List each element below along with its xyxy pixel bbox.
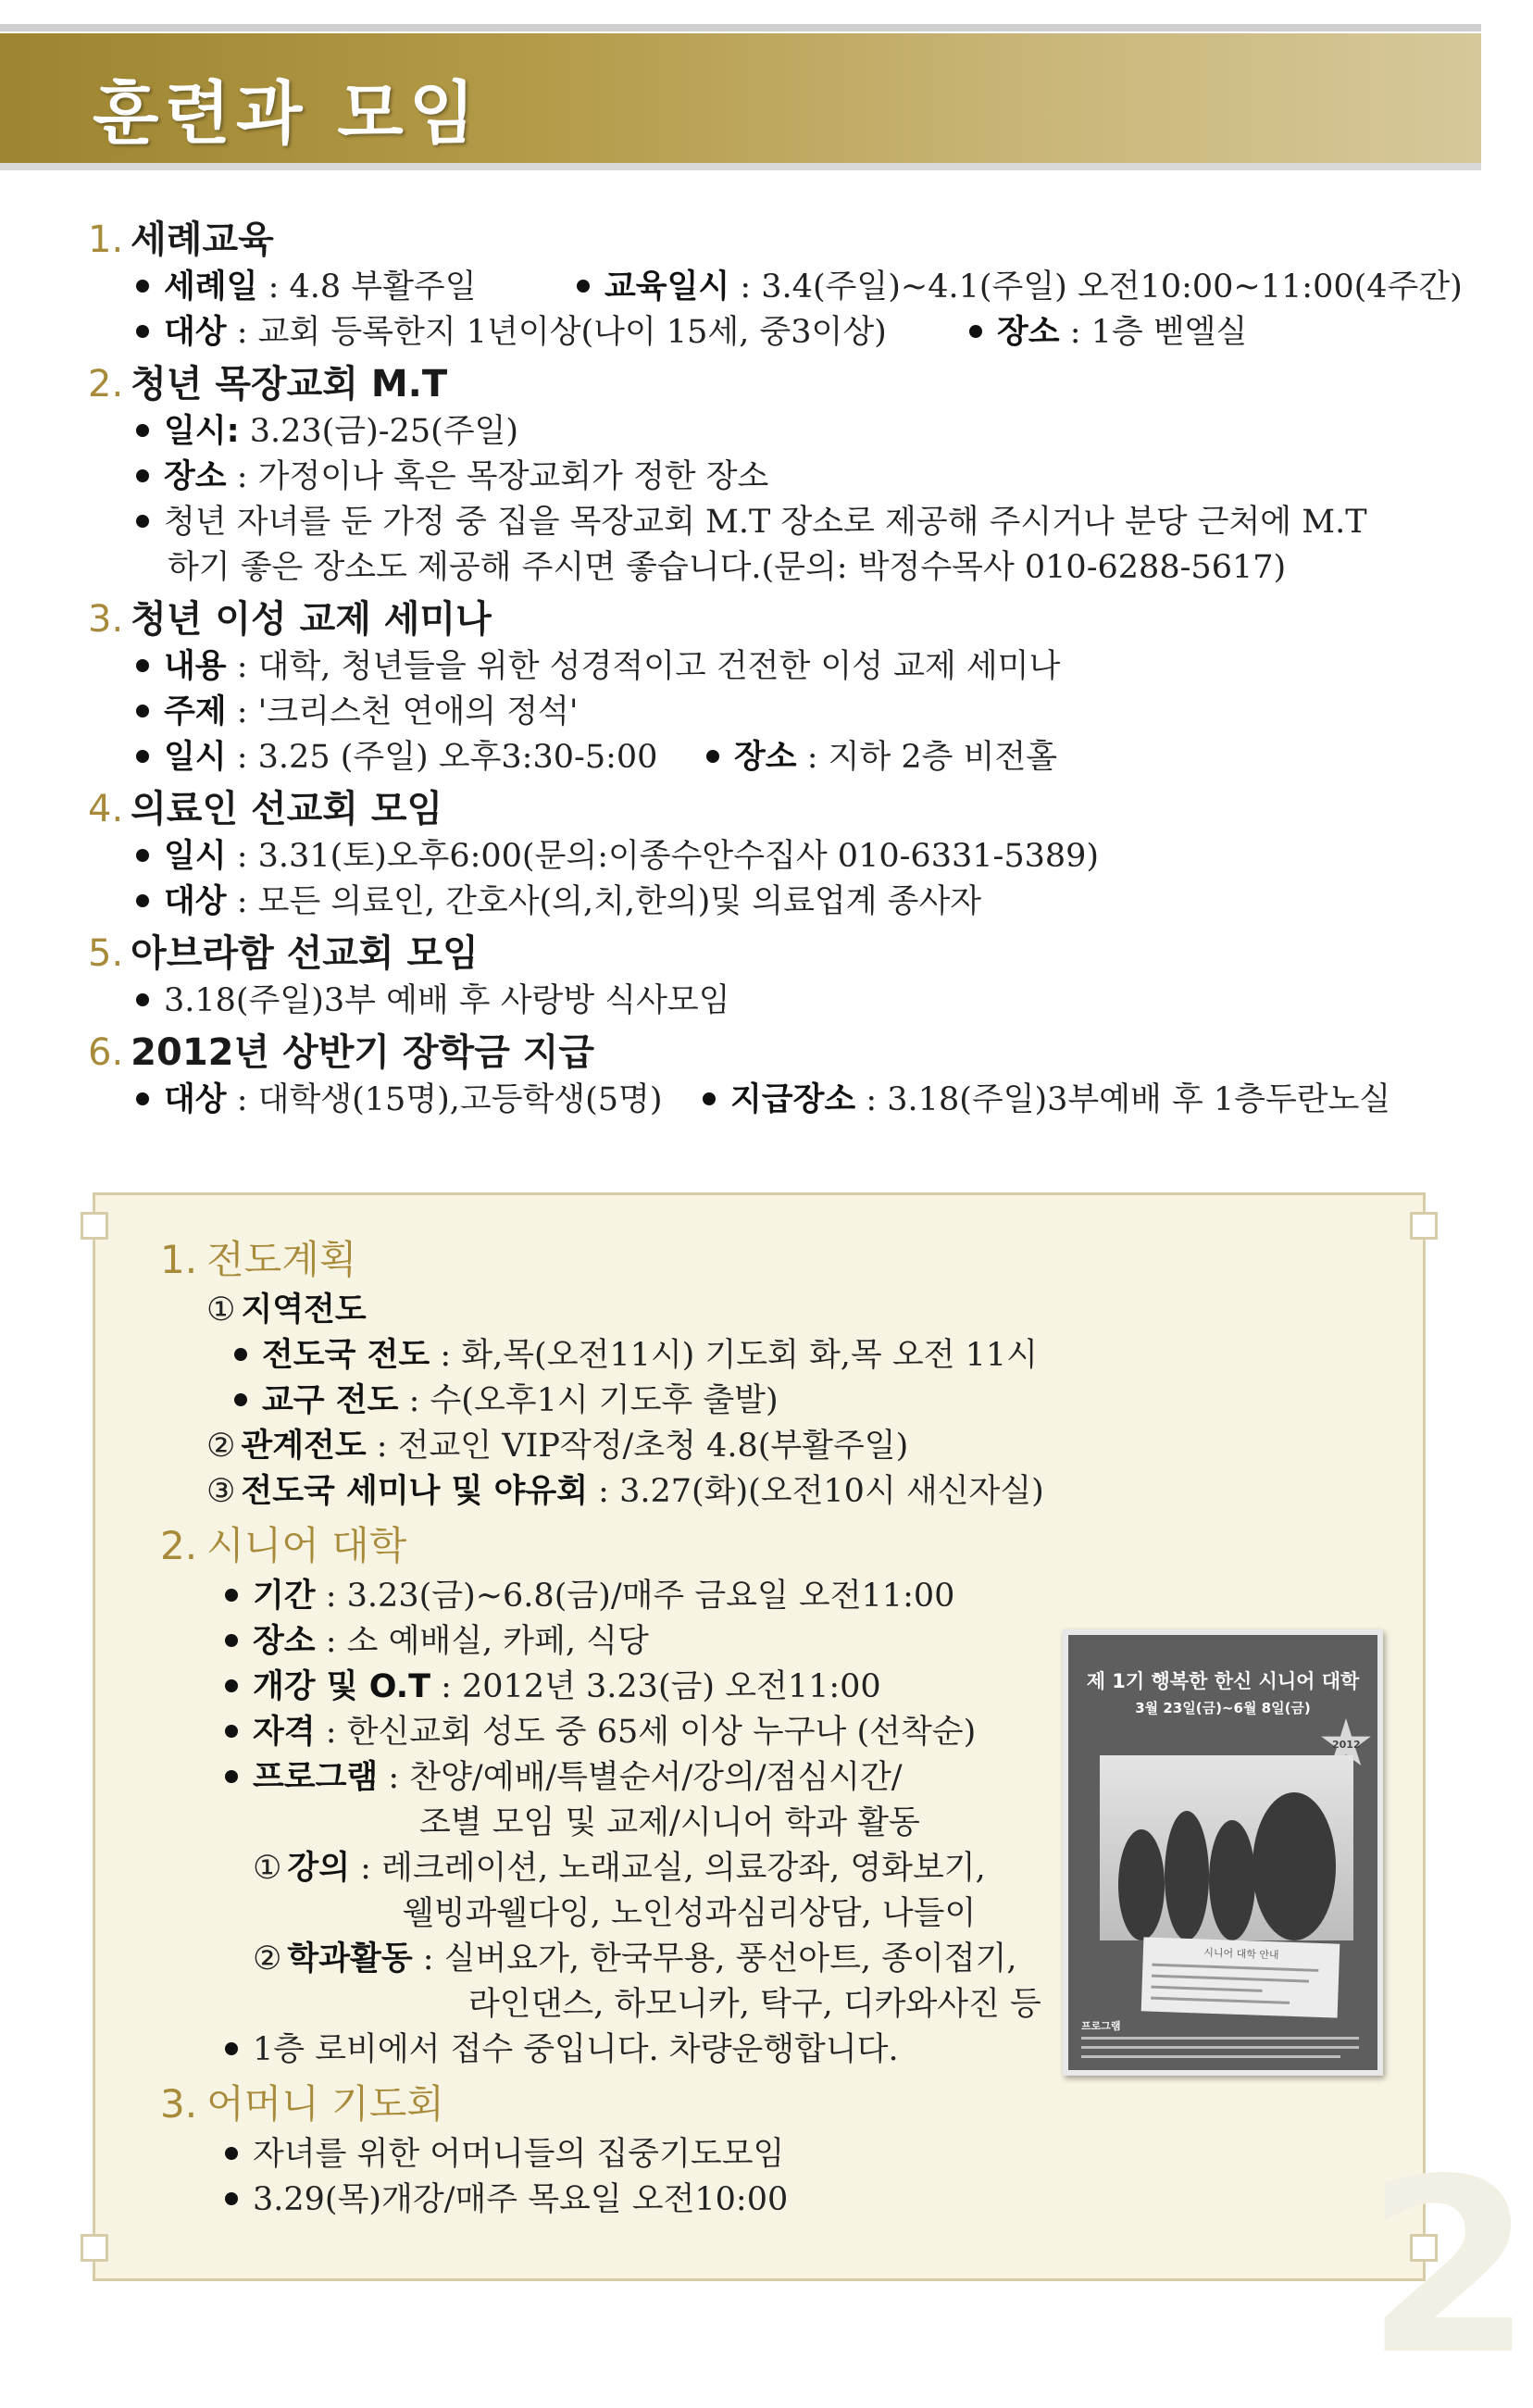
info-line: 일시: 3.23(금)-25(주일) (88, 409, 1440, 455)
corner-ornament (81, 1212, 108, 1240)
poster-info-card: 시니어 대학 안내 (1141, 1937, 1340, 2017)
info-line: 대상 : 대학생(15명),고등학생(5명) 지급장소 : 3.18(주일)3부예배 후 1층두란노실 (88, 1078, 1440, 1123)
bullet-icon (225, 2192, 238, 2205)
inline-item: 장소 : 지하 2층 비전홀 (706, 735, 1057, 780)
bullet-icon (136, 993, 149, 1006)
info-line: 청년 자녀를 둔 가정 중 집을 목장교회 M.T 장소로 제공해 주시거나 분당 근처에 M.T (88, 500, 1440, 545)
corner-ornament (1410, 1212, 1438, 1240)
bullet-icon (234, 1393, 247, 1406)
section-title: 1. 전도계획 (160, 1237, 357, 1282)
section-title: 2. 청년 목장교회 M.T (88, 363, 448, 405)
bullet-icon (136, 849, 149, 862)
section-title: 3. 어머니 기도회 (160, 2081, 444, 2127)
bullet-icon (234, 1348, 247, 1361)
poster-program-label: 프로그램 (1081, 2020, 1121, 2032)
info-line: ② 학과활동 : 실버요가, 한국무용, 풍선아트, 종이접기, (253, 1940, 1017, 1978)
header-shadow (0, 163, 1481, 170)
section-title: 6. 2012년 상반기 장학금 지급 (88, 1031, 595, 1074)
bullet-icon (225, 1634, 238, 1647)
bullet-icon (136, 894, 149, 907)
bullet-icon (136, 515, 149, 528)
section-title: 3. 청년 이성 교제 세미나 (88, 598, 492, 641)
info-line: ② 관계전도 : 전교인 VIP작정/초청 4.8(부활주일) (206, 1428, 909, 1465)
info-line-continued: 하기 좋은 장소도 제공해 주시면 좋습니다.(문의: 박정수목사 010-6288-5617) (168, 549, 1287, 586)
info-line: 주제 : '크리스천 연애의 정석' (88, 690, 1440, 735)
info-line: 개강 및 O.T : 2012년 3.23(금) 오전11:00 (160, 1665, 1364, 1710)
info-line: 전도국 전도 : 화,목(오전11시) 기도회 화,목 오전 11시 (160, 1333, 1364, 1379)
info-line: 일시 : 3.31(토)오후6:00(문의:이종수안수집사 010-6331-5389) (88, 834, 1440, 880)
info-line: 일시 : 3.25 (주일) 오후3:30-5:00 장소 : 지하 2층 비전홀 (88, 735, 1440, 780)
bullet-icon (225, 1679, 238, 1692)
bullet-icon (969, 325, 982, 338)
section-title: 1. 세례교육 (88, 218, 274, 261)
info-line-continued: 웰빙과웰다잉, 노인성과심리상담, 나들이 (403, 1895, 977, 1932)
bullet-icon (136, 469, 149, 482)
poster-title: 제 1기 행복한 한신 시니어 대학 (1086, 1670, 1360, 1692)
inline-item: 장소 : 1층 벧엘실 (969, 310, 1247, 356)
info-line: ① 강의 : 레크레이션, 노래교실, 의료강좌, 영화보기, (253, 1850, 986, 1887)
bullet-icon (225, 2147, 238, 2160)
info-line: 기간 : 3.23(금)~6.8(금)/매주 금요일 오전11:00 (160, 1574, 1364, 1619)
top-rule (0, 24, 1481, 31)
section-title: 2. 시니어 대학 (160, 1523, 407, 1568)
info-line: 자격 : 한신교회 성도 중 65세 이상 누구나 (선착순) (160, 1710, 1364, 1755)
info-line: 세례일 : 4.8 부활주일 교육일시 : 3.4(주일)~4.1(주일) 오전10:00~11:00(4주간) (88, 265, 1440, 310)
bullet-icon (136, 659, 149, 672)
inline-item: 지급장소 : 3.18(주일)3부예배 후 1층두란노실 (703, 1078, 1390, 1123)
info-line-continued: 조별 모임 및 교제/시니어 학과 활동 (419, 1804, 920, 1841)
bullet-icon (225, 2042, 238, 2055)
info-line: 프로그램 : 찬양/예배/특별순서/강의/점심시간/ (160, 1755, 1364, 1801)
section-dating-seminar (88, 594, 1440, 780)
bullet-icon (136, 705, 149, 717)
bullet-icon (225, 1770, 238, 1783)
section-youth-mt (88, 359, 1440, 591)
info-line: 교구 전도 : 수(오후1시 기도후 출발) (160, 1379, 1364, 1424)
bullet-icon (703, 1092, 716, 1105)
bullet-icon (136, 424, 149, 437)
section-scholarship (88, 1028, 1440, 1123)
info-line: 대상 : 모든 의료인, 간호사(의,치,한의)및 의료업계 종사자 (88, 880, 1440, 925)
section-baptism (88, 215, 1463, 356)
bullet-icon (136, 1092, 149, 1105)
page-number: 2 (1365, 2128, 1533, 2408)
section-title: 4. 의료인 선교회 모임 (88, 788, 443, 830)
info-line: 3.18(주일)3부 예배 후 사랑방 식사모임 (88, 979, 1440, 1024)
activities-list (88, 215, 1463, 1123)
bullet-icon (577, 280, 590, 293)
poster-year: 2012 (1332, 1739, 1361, 1751)
bullet-icon (225, 1589, 238, 1602)
info-line: 내용 : 대학, 청년들을 위한 성경적이고 건전한 이성 교제 세미나 (88, 644, 1440, 690)
info-line-continued: 라인댄스, 하모니카, 탁구, 디카와사진 등 (468, 1986, 1041, 2023)
section-title: 5. 아브라함 선교회 모임 (88, 932, 479, 975)
section-abraham-mission (88, 929, 1440, 1024)
info-line: ① 지역전도 (206, 1291, 367, 1329)
senior-college-poster (1063, 1629, 1383, 2076)
section-medical-mission (88, 784, 1440, 925)
info-line: 1층 로비에서 접수 중입니다. 차량운행합니다. (160, 2027, 1364, 2073)
info-line: ③ 전도국 세미나 및 야유회 : 3.27(화)(오전10시 새신자실) (206, 1473, 1044, 1510)
info-line: 장소 : 가정이나 혹은 목장교회가 정한 장소 (88, 455, 1440, 500)
poster-date: 3월 23일(금)~6월 8일(금) (1135, 1700, 1311, 1716)
corner-ornament (81, 2234, 108, 2262)
header-banner (0, 33, 1481, 163)
bullet-icon (136, 325, 149, 338)
info-line: 자녀를 위한 어머니들의 집중기도모임 (160, 2132, 1364, 2177)
bullet-icon (225, 1725, 238, 1738)
poster-photo (1100, 1755, 1353, 1940)
bullet-icon (136, 750, 149, 763)
page-title: 훈련과 모임 (93, 74, 481, 154)
bullet-icon (136, 280, 149, 293)
inline-item: 교육일시 : 3.4(주일)~4.1(주일) 오전10:00~11:00(4주간) (577, 265, 1463, 310)
bullet-icon (706, 750, 719, 763)
info-line: 3.29(목)개강/매주 목요일 오전10:00 (160, 2177, 1364, 2223)
info-line: 대상 : 교회 등록한지 1년이상(나이 15세, 중3이상) 장소 : 1층 벧엘실 (88, 310, 1440, 356)
info-line: 장소 : 소 예배실, 카페, 식당 (160, 1619, 1364, 1665)
